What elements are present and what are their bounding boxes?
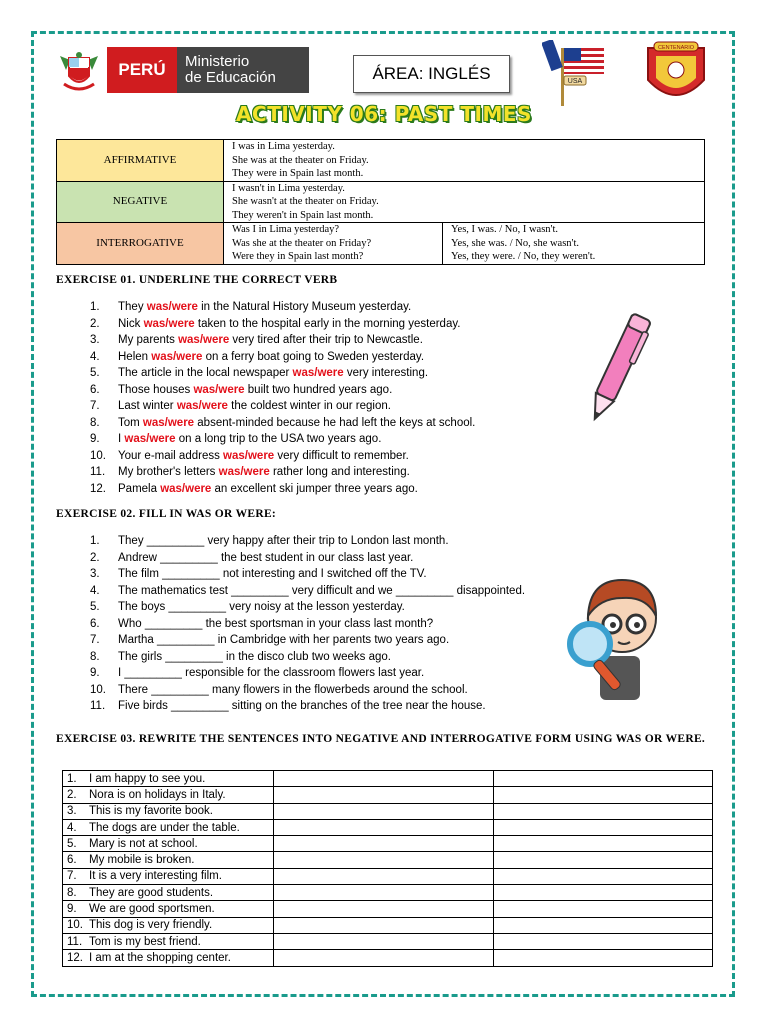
interrogative-answer-cell[interactable] [494, 819, 713, 835]
row-number: 1. [67, 772, 77, 785]
table-row [63, 885, 713, 901]
exercise-2-heading: EXERCISE 02. FILL IN WAS OR WERE: [56, 508, 277, 520]
exercise-1-heading: EXERCISE 01. UNDERLINE THE CORRECT VERB [56, 274, 338, 286]
interrogative-label: INTERROGATIVE [57, 223, 224, 265]
exercise-2-item [90, 566, 525, 583]
sentence-cell [63, 933, 274, 949]
verb-choice[interactable]: was/were [142, 416, 195, 429]
item-text-end: the coldest winter in our region. [227, 400, 391, 412]
item-text-start: Your e-mail address [118, 449, 224, 462]
item-number: 11. [90, 466, 106, 478]
item-number: 3. [90, 334, 100, 346]
item-text: There _________ many flowers in the flowerbeds around the school. [118, 683, 468, 696]
item-text: Andrew _________ the best student in our class last year. [118, 551, 414, 564]
table-row [63, 787, 713, 803]
item-text: The boys _________ very noisy at the lesson yesterday. [118, 601, 405, 613]
item-text-end: very tired after their trip to Newcastle. [229, 334, 423, 346]
table-row [63, 819, 713, 835]
sentence-text: Mary is not at school. [89, 837, 198, 850]
exercise-2-item [90, 632, 525, 649]
negative-answer-cell[interactable] [274, 868, 494, 884]
sentence-cell [63, 771, 274, 787]
item-text-start: Nick [118, 317, 144, 330]
school-crest-icon [644, 40, 708, 106]
negative-answer-cell[interactable] [274, 771, 494, 787]
ministry-logo [177, 47, 309, 93]
item-number: 6. [90, 617, 100, 630]
negative-answer-cell[interactable] [274, 836, 494, 852]
sentence-text: This dog is very friendly. [89, 919, 213, 932]
exercise-1-item [90, 299, 475, 316]
interrogative-line: Was she at the theater on Friday? [232, 237, 372, 249]
ministry-line2: de Educación [185, 69, 276, 86]
interrogative-answer-cell[interactable] [494, 868, 713, 884]
table-row [63, 950, 713, 966]
item-text-start: They [118, 301, 147, 313]
item-text-end: absent-minded because he had left the keys at school. [194, 416, 476, 429]
interrogative-answer-cell[interactable] [494, 901, 713, 917]
sentence-cell [63, 885, 274, 901]
sentence-text: Nora is on holidays in Italy. [89, 788, 226, 801]
interrogative-answer-cell[interactable] [494, 933, 713, 949]
row-number: 5. [67, 837, 77, 850]
exercise-2-item [90, 550, 525, 567]
kid-magnifying-glass-icon [560, 566, 670, 706]
exercise-2-item [90, 698, 525, 715]
interrogative-line: Were they in Spain last month? [232, 251, 364, 262]
verb-choice[interactable]: was/were [218, 466, 270, 478]
sentence-text: The dogs are under the table. [89, 821, 240, 834]
exercise-1-item [90, 431, 475, 448]
sentence-text: We are good sportsmen. [89, 903, 215, 916]
verb-choice[interactable]: was/were [292, 367, 344, 379]
row-number: 4. [67, 821, 77, 834]
item-text-start: My parents [118, 334, 179, 346]
item-number: 8. [90, 416, 100, 429]
exercise-2-item [90, 599, 525, 616]
verb-choice[interactable]: was/were [193, 383, 245, 396]
item-text: Who _________ the best sportsman in your class last month? [118, 617, 434, 630]
negative-answer-cell[interactable] [274, 803, 494, 819]
exercise-2-list [90, 533, 525, 715]
negative-examples [224, 181, 705, 223]
item-text-end: in the Natural History Museum yesterday. [197, 301, 412, 313]
item-text-end: built two hundred years ago. [244, 383, 393, 396]
item-text: They _________ very happy after their trip to London last month. [118, 535, 449, 547]
row-number: 11. [67, 935, 83, 948]
item-text-end: an excellent ski jumper three years ago. [211, 482, 418, 495]
exercise-2-item [90, 533, 525, 550]
interrogative-answers [443, 223, 705, 265]
sentence-text: It is a very interesting film. [89, 870, 222, 883]
verb-choice[interactable]: was/were [124, 433, 176, 445]
negative-line: She wasn't at the theater on Friday. [232, 196, 379, 207]
item-text: The mathematics test _________ very difficult and we _________ disappointed. [118, 584, 526, 597]
row-number: 2. [67, 788, 77, 801]
exercise-2-item [90, 665, 525, 682]
row-number: 6. [67, 854, 77, 867]
interrogative-line: Was I in Lima yesterday? [232, 224, 340, 235]
negative-answer-cell[interactable] [274, 852, 494, 868]
verb-choice[interactable]: was/were [151, 350, 203, 363]
sentence-cell [63, 836, 274, 852]
item-text: The girls _________ in the disco club two weeks ago. [118, 650, 391, 663]
negative-line: They weren't in Spain last month. [232, 209, 374, 221]
item-number: 3. [90, 568, 100, 580]
verb-choice[interactable]: was/were [223, 449, 275, 462]
interrogative-answer-cell[interactable] [494, 771, 713, 787]
sentence-text: I am at the shopping center. [89, 951, 231, 964]
interrogative-answer-cell[interactable] [494, 950, 713, 966]
item-number: 2. [90, 317, 100, 330]
exercise-2-item [90, 616, 525, 633]
item-text-start: The article in the local newspaper [118, 367, 293, 379]
item-text-start: Last winter [118, 400, 177, 412]
item-text: Five birds _________ sitting on the branches of the tree near the house. [118, 700, 486, 712]
table-row [63, 933, 713, 949]
usa-flag-icon [542, 40, 608, 106]
sentence-text: Tom is my best friend. [89, 935, 201, 948]
exercise-1-item [90, 415, 475, 432]
sentence-cell [63, 901, 274, 917]
interrogative-answer-cell[interactable] [494, 852, 713, 868]
item-number: 2. [90, 551, 100, 564]
exercise-1-item [90, 382, 475, 399]
ministry-line1: Ministerio [185, 53, 250, 70]
page-title: ACTIVITY 06: PAST TIMES [236, 102, 532, 126]
interrogative-answer-cell[interactable] [494, 885, 713, 901]
verb-choice[interactable]: was/were [146, 301, 198, 313]
exercise-3-heading: EXERCISE 03. REWRITE THE SENTENCES INTO NEGATIVE AND INTERROGATIVE FORM USING WAS OR WERE. [56, 733, 706, 745]
row-number: 3. [67, 805, 77, 818]
row-number: 8. [67, 886, 77, 899]
row-number: 9. [67, 903, 77, 916]
sentence-cell [63, 852, 274, 868]
sentence-text: This is my favorite book. [89, 805, 213, 818]
item-text-start: Helen [118, 350, 152, 363]
item-text-start: I [118, 433, 125, 445]
short-answer: Yes, she was. / No, she wasn't. [451, 237, 579, 249]
negative-line: I wasn't in Lima yesterday. [232, 182, 345, 194]
negative-answer-cell[interactable] [274, 885, 494, 901]
short-answer: Yes, I was. / No, I wasn't. [451, 224, 558, 235]
interrogative-examples [224, 223, 443, 265]
pink-pen-icon [578, 304, 658, 434]
sentence-text: My mobile is broken. [89, 854, 195, 867]
item-text-start: My brother's letters [118, 466, 219, 478]
sentence-cell [63, 803, 274, 819]
table-row [63, 852, 713, 868]
table-row [63, 836, 713, 852]
peru-coat-of-arms-icon [56, 50, 102, 92]
item-text-start: Those houses [118, 383, 194, 396]
item-number: 9. [90, 433, 100, 445]
peru-logo: PERÚ [107, 47, 177, 93]
table-row [63, 771, 713, 787]
exercise-1-item [90, 398, 475, 415]
sentence-cell [63, 819, 274, 835]
affirmative-line: I was in Lima yesterday. [232, 141, 335, 152]
item-number: 1. [90, 535, 100, 547]
negative-answer-cell[interactable] [274, 950, 494, 966]
item-text-end: on a long trip to the USA two years ago. [175, 433, 382, 445]
crest-label: CENTENARIO [657, 45, 695, 51]
affirmative-line: She was at the theater on Friday. [232, 154, 369, 166]
item-text: The film _________ not interesting and I switched off the TV. [118, 568, 427, 580]
verb-choice[interactable]: was/were [160, 482, 212, 495]
interrogative-answer-cell[interactable] [494, 803, 713, 819]
item-number: 6. [90, 383, 100, 396]
short-answer: Yes, they were. / No, they weren't. [451, 251, 596, 262]
affirmative-line: They were in Spain last month. [232, 168, 364, 179]
row-number: 12. [67, 951, 83, 964]
item-text: Martha _________ in Cambridge with her parents two years ago. [118, 634, 450, 646]
row-number: 10. [67, 919, 83, 932]
exercise-1-item [90, 464, 475, 481]
exercise-1-item [90, 481, 475, 498]
item-text-end: rather long and interesting. [269, 466, 410, 478]
verb-choice[interactable]: was/were [176, 400, 228, 412]
sentence-cell [63, 917, 274, 933]
table-row [63, 803, 713, 819]
negative-answer-cell[interactable] [274, 933, 494, 949]
exercise-1-item [90, 448, 475, 465]
item-number: 4. [90, 584, 100, 597]
interrogative-answer-cell[interactable] [494, 787, 713, 803]
item-text: I _________ responsible for the classroom flowers last year. [118, 667, 425, 679]
item-number: 9. [90, 667, 100, 679]
exercise-1-item [90, 316, 475, 333]
item-number: 4. [90, 350, 100, 363]
table-row [63, 901, 713, 917]
affirmative-label: AFFIRMATIVE [57, 140, 224, 182]
negative-answer-cell[interactable] [274, 917, 494, 933]
item-number: 1. [90, 301, 100, 313]
area-label: ÁREA: INGLÉS [353, 55, 510, 93]
table-row [63, 868, 713, 884]
negative-answer-cell[interactable] [274, 901, 494, 917]
exercise-1-item [90, 349, 475, 366]
sentence-text: They are good students. [89, 886, 214, 899]
affirmative-examples [224, 140, 705, 182]
verb-choice[interactable]: was/were [178, 334, 230, 346]
exercise-1-item [90, 365, 475, 382]
grammar-table [56, 139, 705, 265]
verb-choice[interactable]: was/were [143, 317, 195, 330]
item-text-end: on a ferry boat going to Sweden yesterday. [202, 350, 425, 363]
exercise-2-item [90, 682, 525, 699]
exercise-1-item [90, 332, 475, 349]
sentence-cell [63, 950, 274, 966]
item-number: 10. [90, 449, 106, 462]
item-number: 12. [90, 482, 106, 495]
flag-label: USA [567, 78, 583, 85]
exercise-2-item [90, 583, 525, 600]
sentence-cell [63, 787, 274, 803]
sentence-text: I am happy to see you. [89, 772, 206, 785]
item-number: 7. [90, 400, 100, 412]
item-number: 7. [90, 634, 100, 646]
exercise-1-list [90, 299, 475, 497]
interrogative-answer-cell[interactable] [494, 917, 713, 933]
item-text-start: Pamela [118, 482, 161, 495]
item-text-end: very difficult to remember. [274, 449, 409, 462]
sentence-cell [63, 868, 274, 884]
item-number: 8. [90, 650, 100, 663]
item-text-end: taken to the hospital early in the morning yesterday. [194, 317, 461, 330]
item-number: 11. [90, 700, 106, 712]
exercise-3-table [62, 770, 713, 967]
exercise-2-item [90, 649, 525, 666]
item-number: 5. [90, 601, 100, 613]
interrogative-answer-cell[interactable] [494, 836, 713, 852]
table-row [63, 917, 713, 933]
negative-answer-cell[interactable] [274, 787, 494, 803]
item-text-end: very interesting. [343, 367, 429, 379]
item-number: 5. [90, 367, 100, 379]
item-number: 10. [90, 683, 106, 696]
row-number: 7. [67, 870, 77, 883]
negative-label: NEGATIVE [57, 181, 224, 223]
item-text-start: Tom [118, 416, 143, 429]
negative-answer-cell[interactable] [274, 819, 494, 835]
